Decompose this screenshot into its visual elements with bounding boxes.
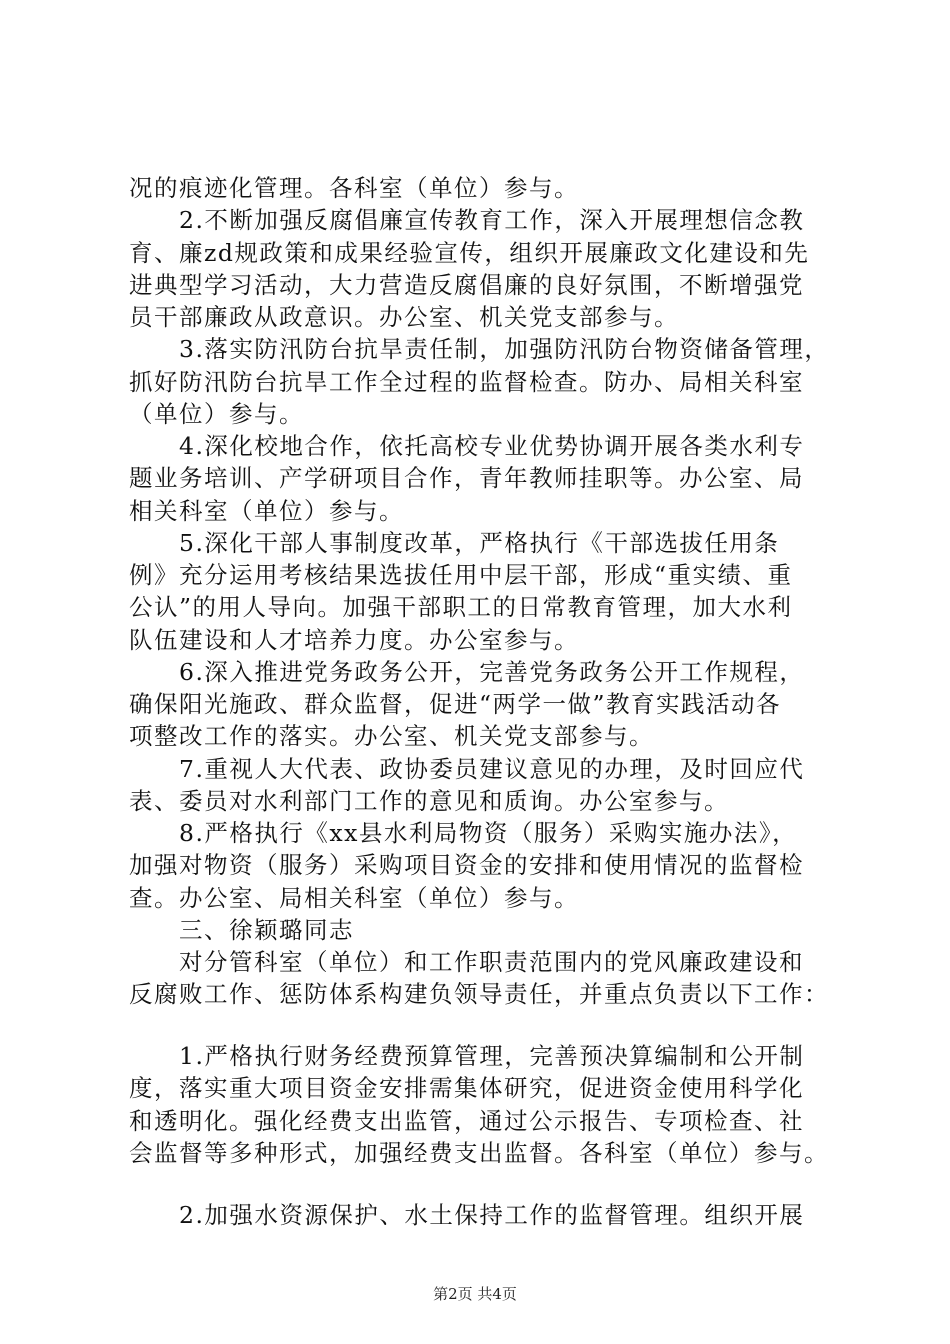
text-line: 1.严格执行财务经费预算管理，完善预决算编制和公开制 xyxy=(129,1042,805,1070)
text-line: 5.深化干部人事制度改革，严格执行《干部选拔任用条 xyxy=(129,529,780,557)
text-line: 项整改工作的落实。办公室、机关党支部参与。 xyxy=(129,722,654,750)
text-line: 度，落实重大项目资金安排需集体研究，促进资金使用科学化 xyxy=(129,1074,804,1102)
text-line: 6.深入推进党务政务公开，完善党务政务公开工作规程， xyxy=(129,658,805,686)
text-line: 4.深化校地合作，依托高校专业优势协调开展各类水利专 xyxy=(129,432,805,460)
text-line: 加强对物资（服务）采购项目资金的安排和使用情况的监督检 xyxy=(129,851,804,879)
page-number-footer: 第2页 共4页 xyxy=(433,1285,517,1303)
text-line: 相关科室（单位）参与。 xyxy=(129,497,404,525)
text-line: 查。办公室、局相关科室（单位）参与。 xyxy=(129,884,579,912)
text-line: 和透明化。强化经费支出监管，通过公示报告、专项检查、社 xyxy=(129,1107,804,1135)
text-line: 例》充分运用考核结果选拔任用中层干部，形成“重实绩、重 xyxy=(129,561,793,589)
text-line: 进典型学习活动，大力营造反腐倡廉的良好氛围，不断增强党 xyxy=(129,271,804,299)
text-line: 反腐败工作、惩防体系构建负领导责任，并重点负责以下工作： xyxy=(129,980,829,1008)
text-line: 抓好防汛防台抗旱工作全过程的监督检查。防办、局相关科室 xyxy=(129,368,804,396)
text-line: 确保阳光施政、群众监督，促进“两学一做”教育实践活动各 xyxy=(129,690,782,718)
text-line: 2.加强水资源保护、水土保持工作的监督管理。组织开展 xyxy=(129,1201,805,1229)
text-line: 育、廉zd规政策和成果经验宣传，组织开展廉政文化建设和先 xyxy=(129,239,810,267)
text-line: 对分管科室（单位）和工作职责范围内的党风廉政建设和 xyxy=(129,948,804,976)
text-line: （单位）参与。 xyxy=(129,400,304,428)
text-line: 3.落实防汛防台抗旱责任制，加强防汛防台物资储备管理， xyxy=(129,335,830,363)
text-line: 会监督等多种形式，加强经费支出监督。各科室（单位）参与。 xyxy=(129,1139,829,1167)
text-line: 队伍建设和人才培养力度。办公室参与。 xyxy=(129,626,579,654)
text-line: 7.重视人大代表、政协委员建议意见的办理，及时回应代 xyxy=(129,755,805,783)
text-line: 表、委员对水利部门工作的意见和质询。办公室参与。 xyxy=(129,787,729,815)
text-line: 题业务培训、产学研项目合作，青年教师挂职等。办公室、局 xyxy=(129,464,804,492)
section-heading: 三、徐颖璐同志 xyxy=(129,916,354,944)
text-line: 8.严格执行《xx县水利局物资（服务）采购实施办法》， xyxy=(129,819,798,847)
text-line: 公认”的用人导向。加强干部职工的日常教育管理，加大水利 xyxy=(129,593,793,621)
text-line: 员干部廉政从政意识。办公室、机关党支部参与。 xyxy=(129,303,679,331)
text-line: 2.不断加强反腐倡廉宣传教育工作，深入开展理想信念教 xyxy=(129,206,805,234)
text-line: 况的痕迹化管理。各科室（单位）参与。 xyxy=(129,174,579,202)
